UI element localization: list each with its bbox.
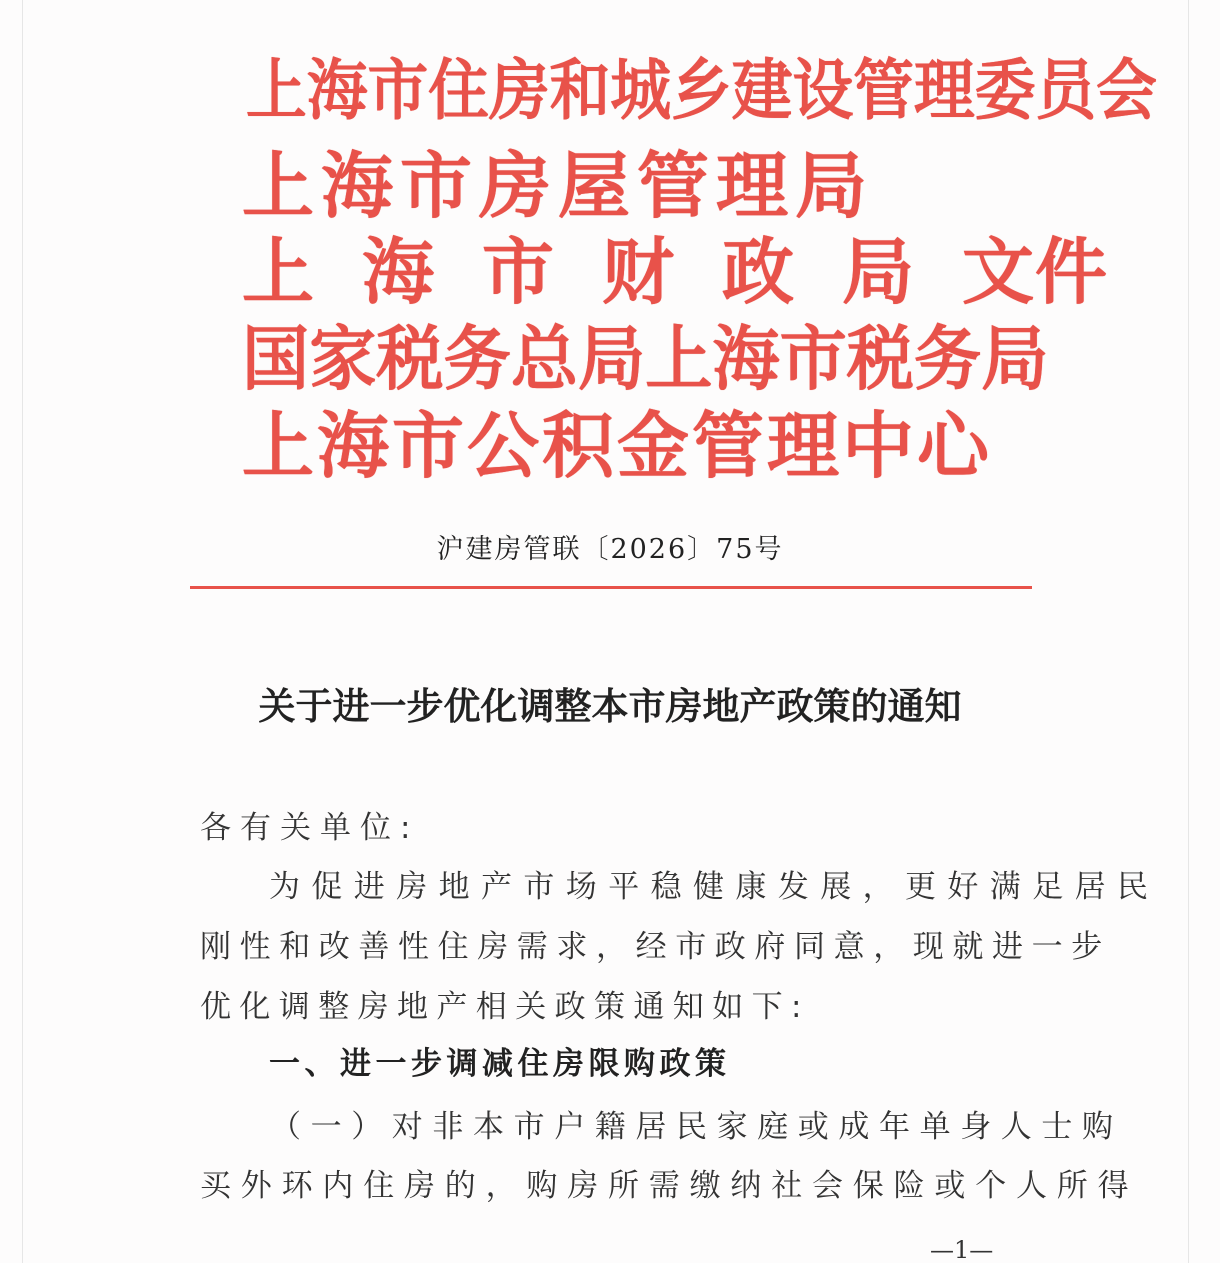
salutation: 各有关单位:: [200, 810, 420, 846]
issuer-line-5: 上海市公积金管理中心: [242, 404, 990, 488]
document-number: 沪建房管联〔2026〕75号: [436, 534, 784, 565]
page-number: —1—: [930, 1236, 994, 1264]
page-edge-left: [22, 0, 23, 1263]
item-1-line-2: 买外环内住房的，购房所需缴纳社会保险或个人所得: [200, 1168, 1139, 1204]
document-title: 关于进一步优化调整本市房地产政策的通知: [258, 685, 962, 728]
paragraph-1-line-3: 优化调整房地产相关政策通知如下:: [200, 989, 810, 1025]
paragraph-1-line-1: 为促进房地产市场平稳健康发展，更好满足居民: [269, 869, 1160, 905]
red-separator-rule: [190, 586, 1032, 589]
issuer-line-1: 上海市住房和城乡建设管理委员会: [246, 52, 1157, 129]
item-1-line-1: （一）对非本市户籍居民家庭或成年单身人士购: [270, 1109, 1123, 1145]
page-edge-right: [1188, 0, 1189, 1263]
issuer-line-4: 国家税务总局上海市税务局: [242, 318, 1049, 400]
paragraph-1-line-2: 刚性和改善性住房需求，经市政府同意，现就进一步: [200, 929, 1111, 965]
section-1-heading: 一、进一步调减住房限购政策: [269, 1046, 731, 1082]
issuer-line-3: 上 海 市 财 政 局 文件: [242, 230, 1108, 314]
issuer-line-2: 上海市房屋管理局: [242, 144, 868, 228]
